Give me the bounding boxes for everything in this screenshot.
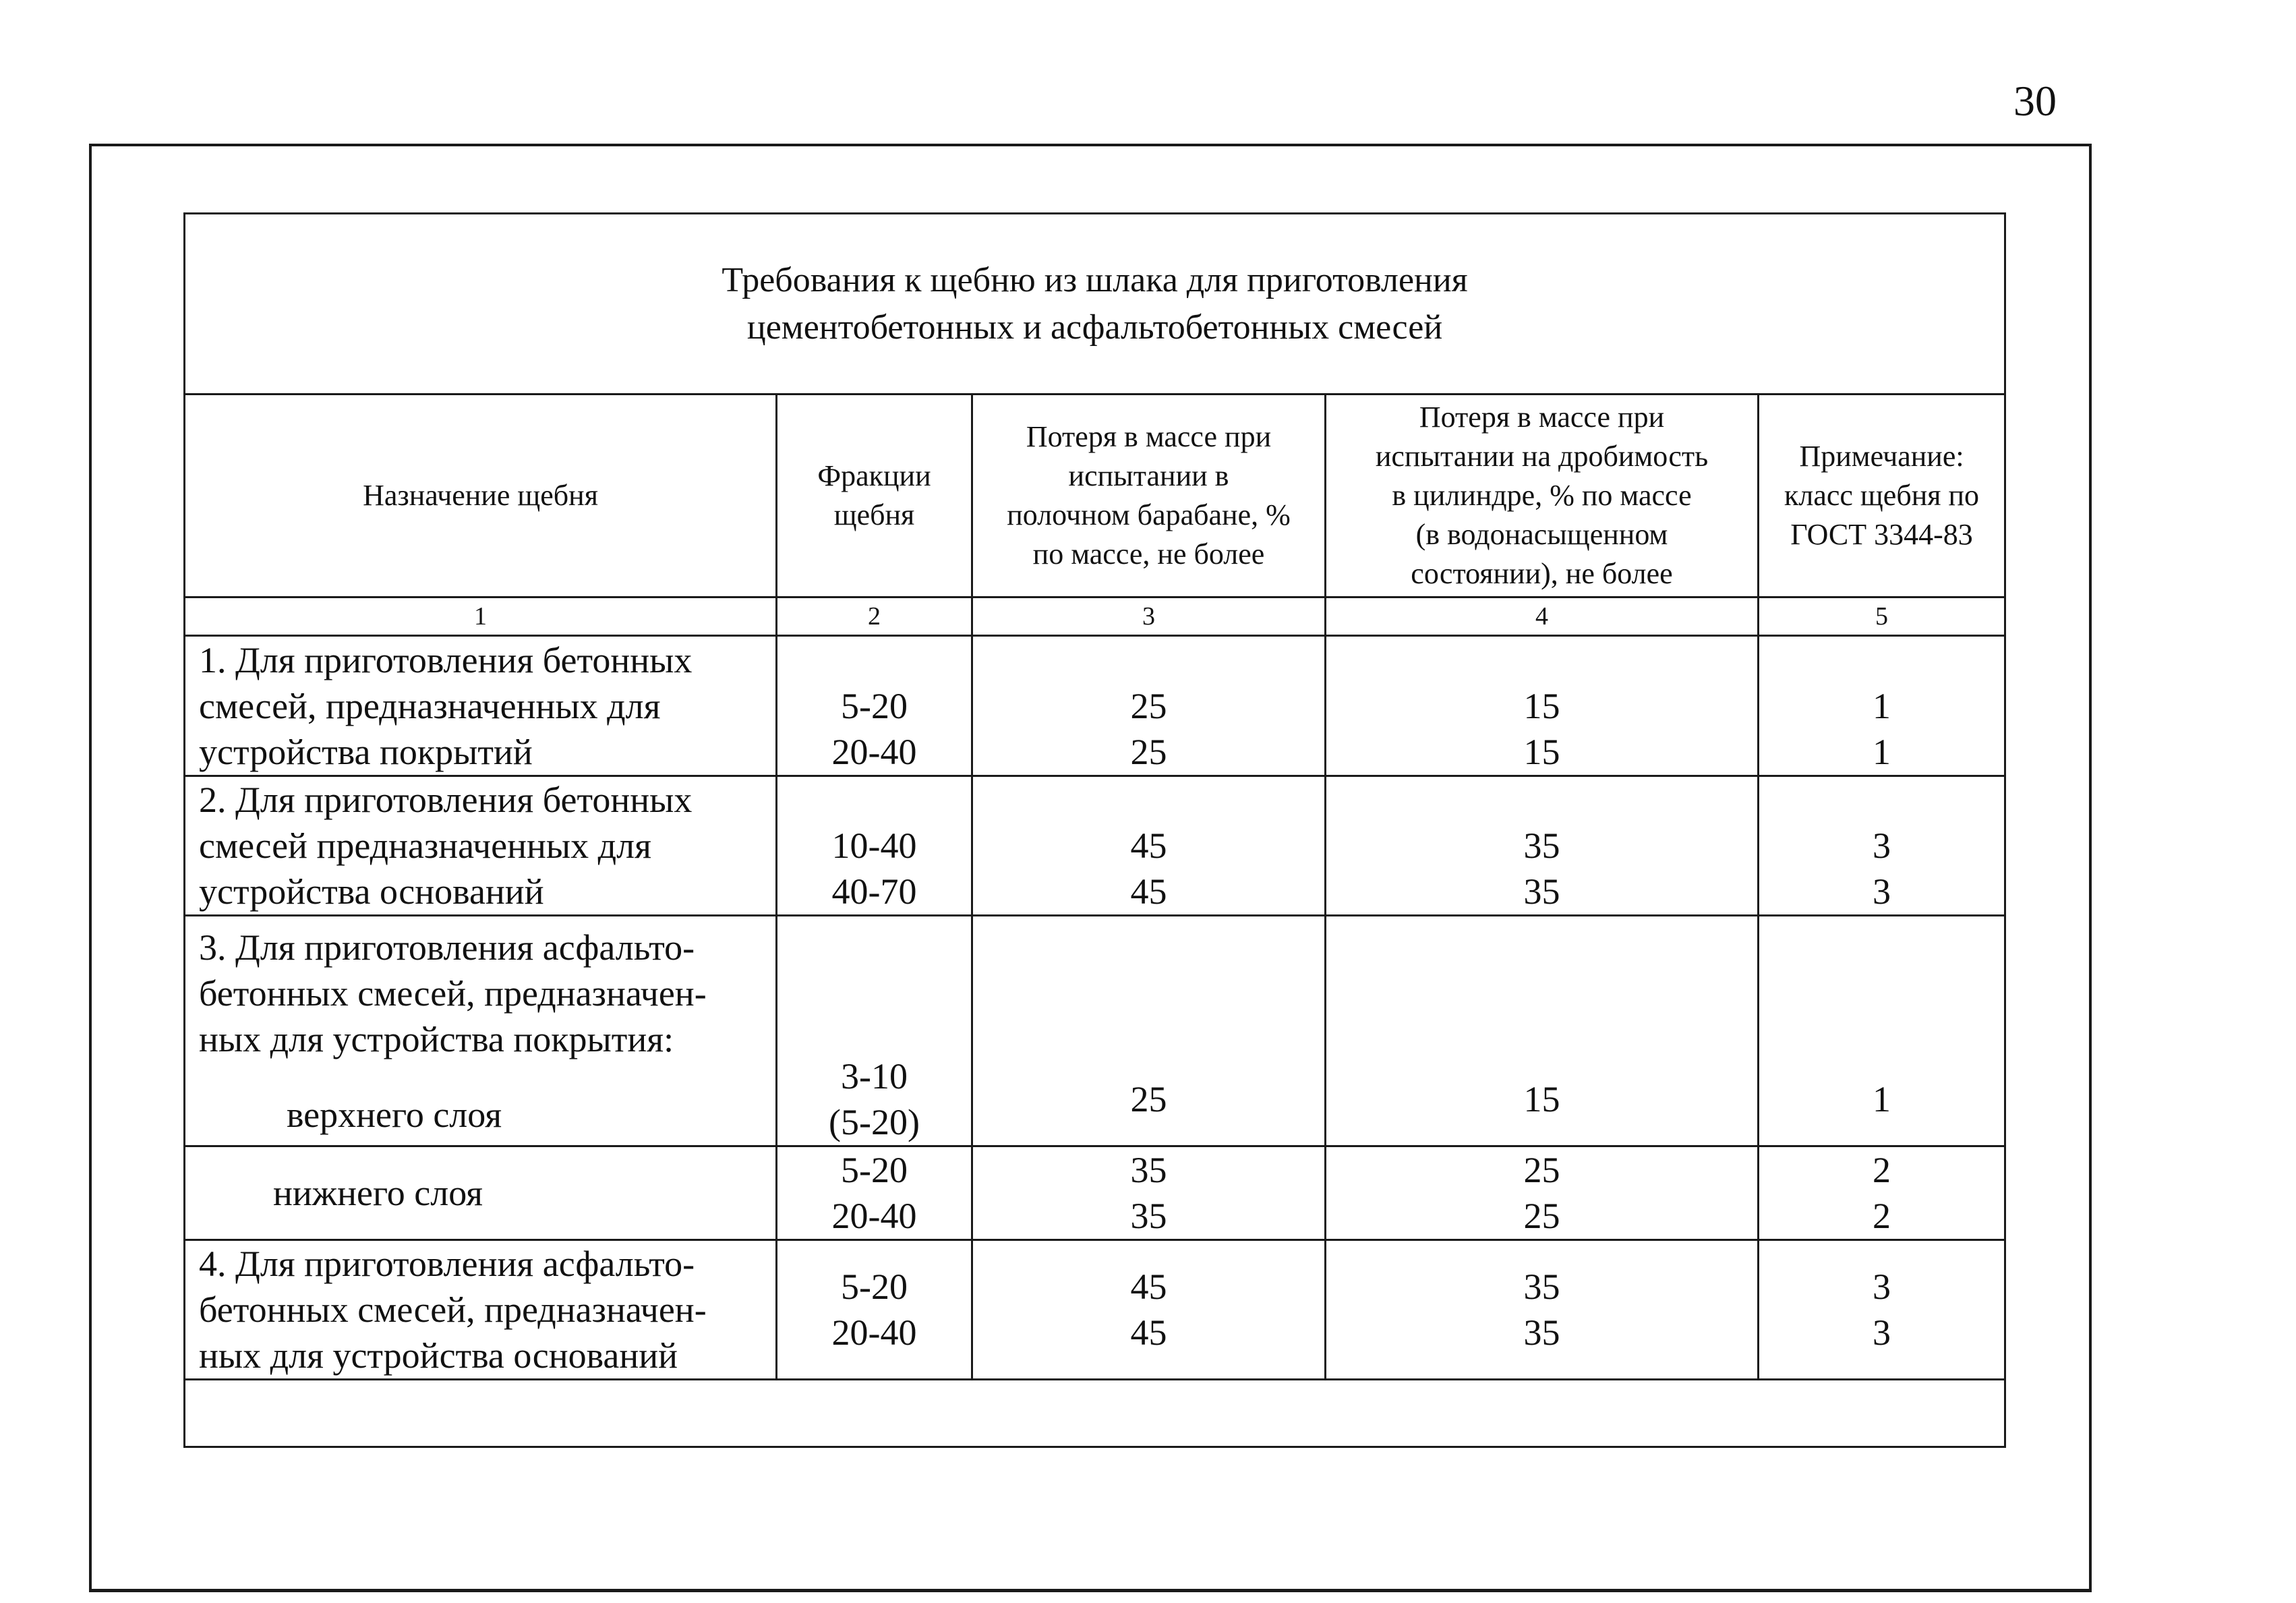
- row-fractions: [777, 1240, 972, 1380]
- requirements-table: [183, 212, 2006, 1448]
- empty-cell: [185, 1380, 2005, 1447]
- row-purpose-sublabel: верхнего слоя: [287, 1094, 502, 1135]
- table-title-line: цементобетонных и асфальтобетонных смесей: [746, 308, 1443, 347]
- header-line: испытании на дробимость: [1375, 440, 1709, 473]
- class-value: 1: [1873, 1079, 1891, 1119]
- column-number: 1: [185, 598, 777, 636]
- fraction-value: 10-40: [831, 825, 917, 866]
- row-purpose-line: смесей предназначенных для: [199, 825, 651, 866]
- header-line: в цилиндре, % по массе: [1392, 479, 1692, 512]
- row-purpose-line: 3. Для приготовления асфальто-: [199, 927, 695, 968]
- table-row: [185, 1146, 2005, 1240]
- row-purpose-line: ных для устройства покрытия:: [199, 1018, 674, 1059]
- table-row: [185, 1240, 2005, 1380]
- table-row: [185, 916, 2005, 1146]
- fraction-value: 20-40: [831, 732, 917, 772]
- frame-bottom-border: [89, 1589, 2092, 1592]
- row-purpose-line: 1. Для приготовления бетонных: [199, 639, 693, 680]
- row-class: [1759, 916, 2005, 1146]
- row-drum-loss: [972, 1146, 1326, 1240]
- row-crush-loss: [1326, 636, 1759, 776]
- header-purpose: [185, 395, 777, 598]
- table-row: [185, 636, 2005, 776]
- header-line: полочном барабане, %: [1007, 498, 1291, 531]
- row-purpose-line: смесей, предназначенных для: [199, 685, 661, 726]
- header-line: класс щебня по: [1784, 479, 1980, 512]
- header-line: ГОСТ 3344-83: [1790, 518, 1973, 551]
- class-value: 3: [1873, 871, 1891, 912]
- class-value: 1: [1873, 686, 1891, 726]
- column-number: 4: [1326, 598, 1759, 636]
- drum-loss-value: 45: [1130, 825, 1167, 866]
- row-class: [1759, 1240, 2005, 1380]
- row-purpose: [185, 1240, 777, 1380]
- drum-loss-value: 35: [1130, 1150, 1167, 1190]
- header-line: состоянии), не более: [1411, 557, 1673, 590]
- fraction-value: 5-20: [841, 1150, 908, 1190]
- row-purpose-line: 4. Для приготовления асфальто-: [199, 1244, 695, 1284]
- row-drum-loss: [972, 776, 1326, 916]
- drum-loss-value: 25: [1130, 1079, 1167, 1119]
- fraction-value: (5-20): [829, 1102, 920, 1142]
- row-purpose-line: ных для устройства оснований: [199, 1335, 678, 1376]
- drum-loss-value: 35: [1130, 1196, 1167, 1236]
- row-class: [1759, 1146, 2005, 1240]
- fraction-value: 3-10: [841, 1056, 908, 1097]
- row-purpose: [185, 1146, 777, 1240]
- row-purpose: [185, 916, 777, 1146]
- class-value: 1: [1873, 732, 1891, 772]
- crush-loss-value: 35: [1523, 825, 1560, 866]
- row-drum-loss: [972, 1240, 1326, 1380]
- drum-loss-value: 45: [1130, 871, 1167, 912]
- frame-top-border: [89, 144, 2092, 146]
- crush-loss-value: 25: [1523, 1150, 1560, 1190]
- crush-loss-value: 15: [1523, 1079, 1560, 1119]
- row-purpose-line: устройства покрытий: [199, 731, 533, 772]
- drum-loss-value: 25: [1130, 686, 1167, 726]
- frame-left-border: [89, 144, 92, 1592]
- crush-loss-value: 35: [1523, 1266, 1560, 1307]
- fraction-value: 20-40: [831, 1196, 917, 1236]
- crush-loss-value: 25: [1523, 1196, 1560, 1236]
- table-title-line: Требования к щебню из шлака для приготовления: [722, 260, 1468, 299]
- header-line: Потеря в массе при: [1026, 420, 1272, 453]
- row-drum-loss: [972, 636, 1326, 776]
- header-line: Фракции: [817, 459, 931, 492]
- table-title: [185, 214, 2005, 395]
- drum-loss-value: 45: [1130, 1312, 1167, 1353]
- header-row: [185, 395, 2005, 598]
- table-row: [185, 776, 2005, 916]
- drum-loss-value: 45: [1130, 1266, 1167, 1307]
- row-fractions: [777, 1146, 972, 1240]
- row-purpose-line: 2. Для приготовления бетонных: [199, 780, 693, 820]
- fraction-value: 20-40: [831, 1312, 917, 1353]
- row-class: [1759, 636, 2005, 776]
- header-line: (в водонасыщенном: [1415, 518, 1668, 551]
- class-value: 3: [1873, 1266, 1891, 1307]
- class-value: 2: [1873, 1150, 1891, 1190]
- row-fractions: [777, 916, 972, 1146]
- header-fractions: [777, 395, 972, 598]
- header-line: Потеря в массе при: [1419, 401, 1665, 434]
- row-drum-loss: [972, 916, 1326, 1146]
- header-drum-loss: [972, 395, 1326, 598]
- fraction-value: 40-70: [831, 871, 917, 912]
- crush-loss-value: 15: [1523, 732, 1560, 772]
- empty-table-row: [185, 1380, 2005, 1447]
- row-purpose-sublabel: нижнего слоя: [273, 1173, 483, 1213]
- header-crush-loss: [1326, 395, 1759, 598]
- drum-loss-value: 25: [1130, 732, 1167, 772]
- header-line: Назначение щебня: [363, 479, 598, 512]
- header-line: Примечание:: [1799, 440, 1964, 473]
- row-fractions: [777, 636, 972, 776]
- fraction-value: 5-20: [841, 686, 908, 726]
- header-line: по массе, не более: [1032, 537, 1265, 571]
- header-class-note: [1759, 395, 2005, 598]
- crush-loss-value: 15: [1523, 686, 1560, 726]
- frame-right-border: [2089, 144, 2092, 1590]
- crush-loss-value: 35: [1523, 1312, 1560, 1353]
- crush-loss-value: 35: [1523, 871, 1560, 912]
- column-number-row: [185, 598, 2005, 636]
- header-line: щебня: [833, 498, 915, 531]
- column-number: 5: [1759, 598, 2005, 636]
- row-purpose-line: бетонных смесей, предназначен-: [199, 972, 707, 1014]
- row-crush-loss: [1326, 776, 1759, 916]
- row-purpose-line: бетонных смесей, предназначен-: [199, 1289, 707, 1330]
- column-number: 3: [972, 598, 1326, 636]
- column-number: 2: [777, 598, 972, 636]
- row-crush-loss: [1326, 1146, 1759, 1240]
- row-crush-loss: [1326, 1240, 1759, 1380]
- row-fractions: [777, 776, 972, 916]
- row-class: [1759, 776, 2005, 916]
- class-value: 2: [1873, 1196, 1891, 1236]
- page-number: 30: [2013, 77, 2057, 125]
- row-crush-loss: [1326, 916, 1759, 1146]
- class-value: 3: [1873, 1312, 1891, 1353]
- class-value: 3: [1873, 825, 1891, 866]
- row-purpose-line: устройства оснований: [199, 871, 544, 912]
- fraction-value: 5-20: [841, 1266, 908, 1307]
- row-purpose: [185, 636, 777, 776]
- row-purpose: [185, 776, 777, 916]
- header-line: испытании в: [1068, 459, 1229, 492]
